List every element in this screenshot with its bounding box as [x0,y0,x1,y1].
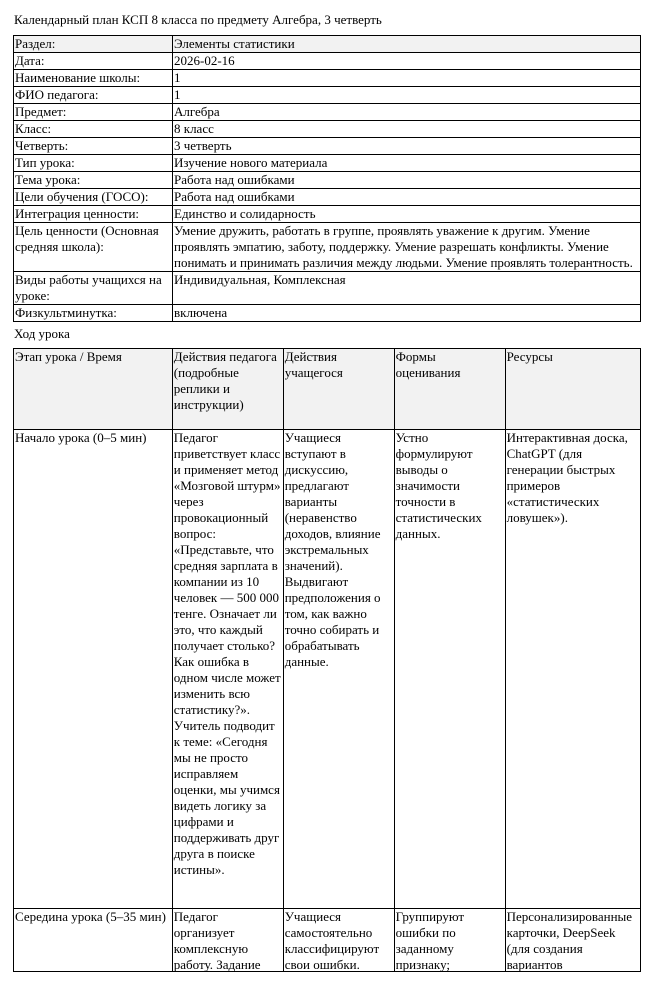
info-value: Единство и солидарность [173,206,641,223]
table-cell: Устно формулируют выводы о значимости точности в статистических данных. [394,430,505,909]
info-row [14,53,641,70]
table-row [14,430,641,909]
info-row [14,305,641,322]
column-header: Ресурсы [505,349,640,430]
table-cell: Учащиеся самостоятельно классифицируют свои ошибки. [283,909,394,972]
info-value: включена [173,305,641,322]
info-row [14,36,641,53]
info-row [14,104,641,121]
info-row [14,272,641,305]
info-row [14,206,641,223]
table-cell: Педагог организует комплексную работу. Задание [172,909,283,972]
info-value: Алгебра [173,104,641,121]
info-label: Четверть: [14,138,173,155]
column-header: Формы оценивания [394,349,505,430]
table-cell: Интерактивная доска, ChatGPT (для генерации быстрых примеров «статистических ловушек»). [505,430,640,909]
table-cell: Начало урока (0–5 мин) [14,430,173,909]
table-cell: Персонализированные карточки, DeepSeek (для создания вариантов [505,909,640,972]
info-value: 1 [173,70,641,87]
info-row [14,138,641,155]
info-value: Элементы статистики [173,36,641,53]
info-value: Работа над ошибками [173,172,641,189]
info-value: 3 четверть [173,138,641,155]
table-cell: Учащиеся вступают в дискуссию, предлагают варианты (неравенство доходов, влияние экстремальных значений). Выдвигают предположения о том, как важно точно собирать и обрабатывать данные. [283,430,394,909]
section-heading: Ход урока [14,326,70,341]
info-label: Тема урока: [14,172,173,189]
info-value: 1 [173,87,641,104]
info-row [14,70,641,87]
table-header-row [14,349,641,430]
info-row [14,121,641,138]
info-label: ФИО педагога: [14,87,173,104]
info-label: Класс: [14,121,173,138]
info-label: Цели обучения (ГОСО): [14,189,173,206]
info-label: Предмет: [14,104,173,121]
info-label: Раздел: [14,36,173,53]
table-cell: Середина урока (5–35 мин) [14,909,173,972]
info-label: Цель ценности (Основная средняя школа): [14,223,173,272]
lesson-info-table [13,35,641,322]
info-label: Виды работы учащихся на уроке: [14,272,173,305]
info-value: Изучение нового материала [173,155,641,172]
table-row [14,909,641,972]
info-label: Тип урока: [14,155,173,172]
page-title: Календарный план КСП 8 класса по предмету Алгебра, 3 четверть [14,12,382,27]
info-value: Индивидуальная, Комплексная [173,272,641,305]
info-row [14,189,641,206]
table-cell: Группируют ошибки по заданному признаку; [394,909,505,972]
info-value: 8 класс [173,121,641,138]
info-label: Интеграция ценности: [14,206,173,223]
info-value: Умение дружить, работать в группе, проявлять уважение к другим. Умение проявлять эмпатию, заботу, поддержку. Умение разрешать конфликты. Умение понимать и принимать различия между людьми. Умение проявлять толерантность. [173,223,641,272]
column-header: Действия учащегося [283,349,394,430]
info-row [14,172,641,189]
info-row [14,223,641,272]
column-header: Этап урока / Время [14,349,173,430]
info-row [14,87,641,104]
lesson-flow-table [13,348,641,972]
info-value: 2026-02-16 [173,53,641,70]
info-label: Физкультминутка: [14,305,173,322]
info-row [14,155,641,172]
info-label: Дата: [14,53,173,70]
table-cell: Педагог приветствует класс и применяет метод «Мозговой штурм» через провокационный вопрос: «Представьте, что средняя зарплата в компании из 10 человек — 500 000 тенге. Означает ли это, что каждый получает столько? Как ошибка в одном числе может изменить всю статистику?». Учитель подводит к теме: «Сегодня мы не просто исправляем оценки, мы учимся видеть логику за цифрами и поддерживать друг друга в поиске истины». [172,430,283,909]
info-value: Работа над ошибками [173,189,641,206]
column-header: Действия педагога (подробные реплики и инструкции) [172,349,283,430]
info-label: Наименование школы: [14,70,173,87]
